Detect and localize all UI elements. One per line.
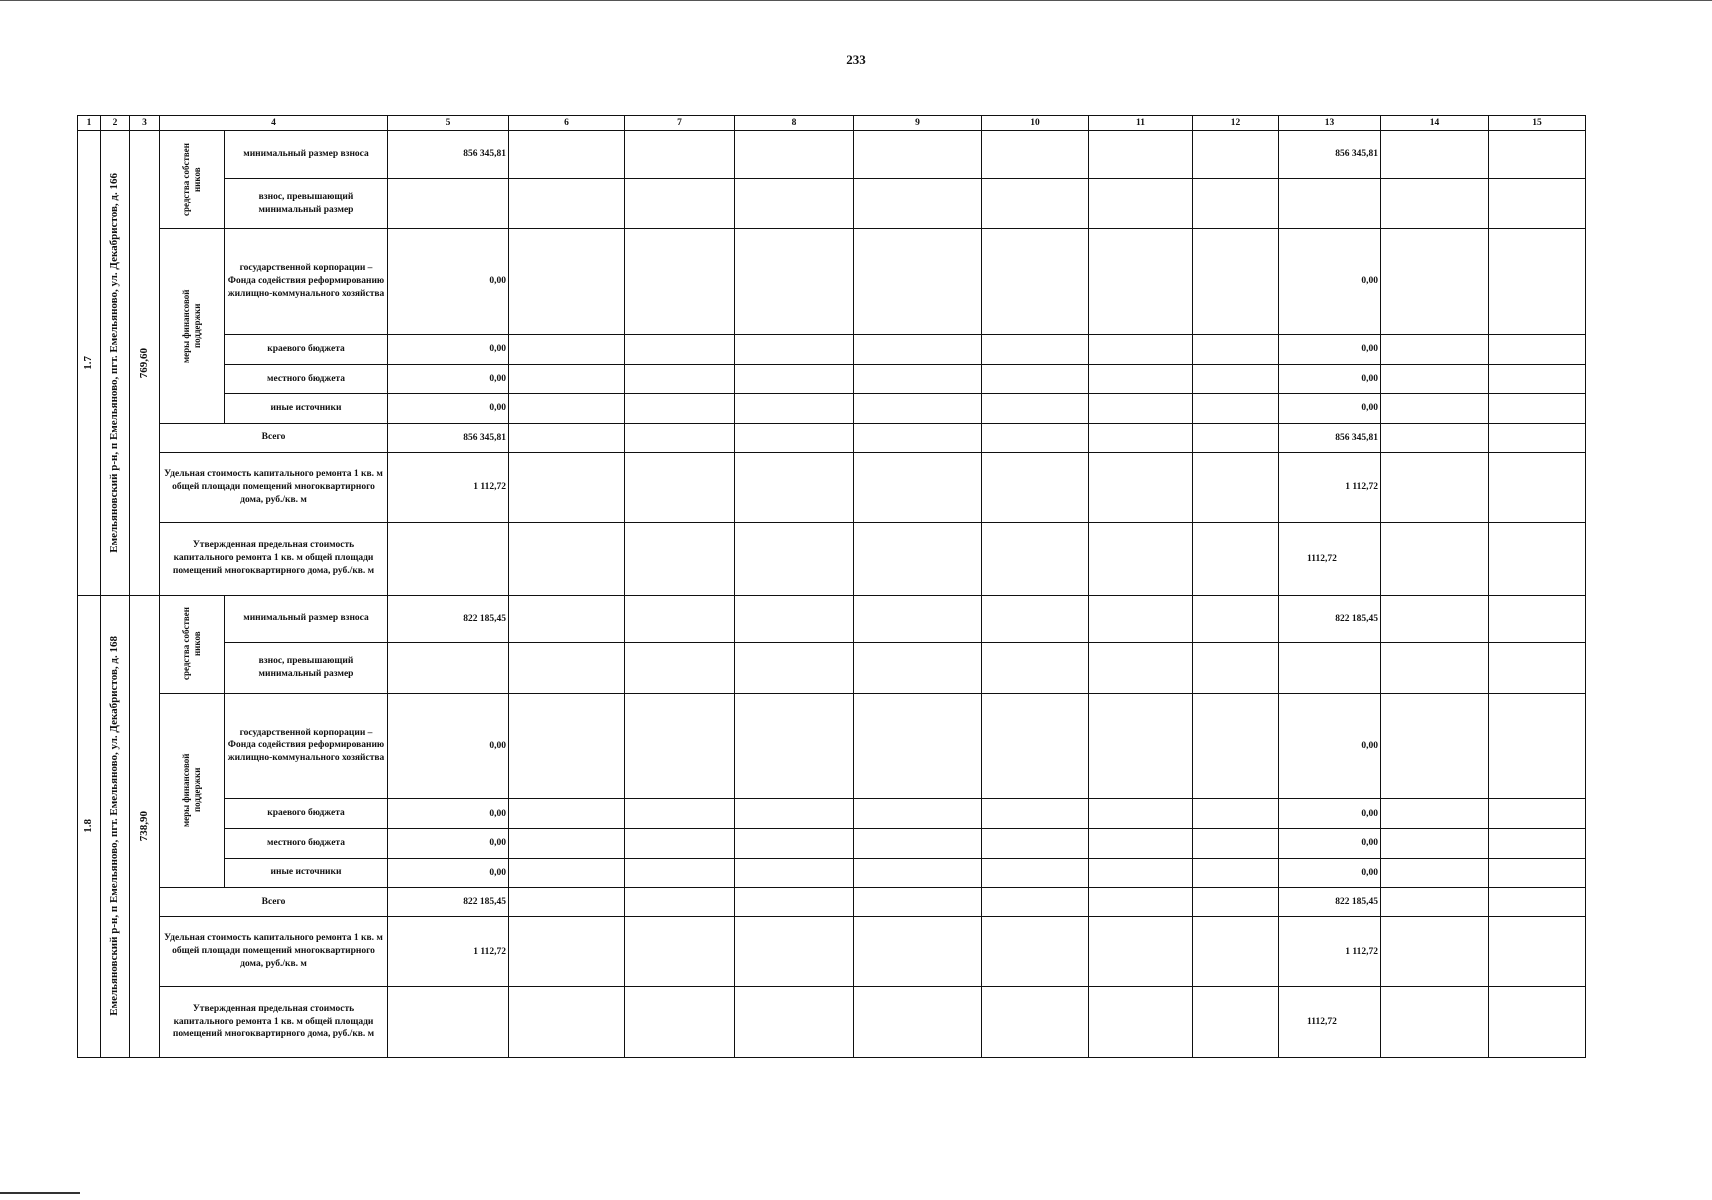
value-cell: 856 345,81 <box>1279 423 1381 452</box>
value-cell: 0,00 <box>1279 829 1381 858</box>
value-cell: 1112,72 <box>1279 986 1381 1057</box>
table-row <box>78 229 1586 334</box>
value-cell: 1 112,72 <box>388 452 509 522</box>
value-cell: 0,00 <box>1279 229 1381 334</box>
table-row <box>78 178 1586 229</box>
table-row <box>78 693 1586 798</box>
table-row <box>78 394 1586 423</box>
column-number-row <box>78 116 1586 131</box>
area-cell <box>130 131 160 595</box>
owner-funds-label: средства собствен ников <box>181 607 202 681</box>
table-row <box>78 887 1586 916</box>
value-cell: 0,00 <box>388 858 509 887</box>
address-cell <box>101 595 130 1058</box>
value-cell: 1 112,72 <box>388 917 509 987</box>
support-label: меры финансовой поддержки <box>181 289 202 363</box>
row-label: краевого бюджета <box>225 798 388 828</box>
value-cell: 0,00 <box>1279 394 1381 423</box>
area-cell <box>130 595 160 1058</box>
support-cell <box>160 693 225 887</box>
table-row <box>78 364 1586 393</box>
value-cell <box>388 178 509 229</box>
page-number: 233 <box>846 52 866 67</box>
value-cell: 0,00 <box>388 334 509 364</box>
value-cell: 0,00 <box>388 693 509 798</box>
owner-funds-cell <box>160 131 225 229</box>
address: Емельяновский р-н, п Емельяново, пгт. Емельяново, ул. Декабристов, д. 168 <box>108 636 121 1017</box>
row-label: государственной корпорации – Фонда содействия реформированию жилищно-коммунального хозяйства <box>225 229 388 334</box>
value-cell: 0,00 <box>1279 693 1381 798</box>
col-header: 12 <box>1193 116 1279 131</box>
col-header: 8 <box>735 116 854 131</box>
scan-corner-mark <box>0 1192 80 1194</box>
address-cell <box>101 131 130 595</box>
col-header: 1 <box>78 116 101 131</box>
value-cell: 856 345,81 <box>1279 131 1381 179</box>
table-row <box>78 798 1586 828</box>
value-cell: 1 112,72 <box>1279 452 1381 522</box>
value-cell: 822 185,45 <box>1279 595 1381 643</box>
value-cell: 0,00 <box>1279 858 1381 887</box>
value-cell: 822 185,45 <box>388 887 509 916</box>
group-index: 1.7 <box>82 355 95 370</box>
row-label: Всего <box>160 887 388 916</box>
group-index: 1.8 <box>82 819 95 834</box>
support-label: меры финансовой поддержки <box>181 753 202 827</box>
value-cell <box>388 986 509 1057</box>
support-cell <box>160 229 225 423</box>
value-cell: 856 345,81 <box>388 131 509 179</box>
value-cell <box>1279 643 1381 694</box>
col-header: 2 <box>101 116 130 131</box>
value-cell <box>1279 178 1381 229</box>
table-row <box>78 423 1586 452</box>
row-label: государственной корпорации – Фонда содействия реформированию жилищно-коммунального хозяйства <box>225 693 388 798</box>
col-header: 6 <box>509 116 625 131</box>
area: 738,90 <box>137 811 150 842</box>
value-cell: 0,00 <box>388 798 509 828</box>
row-label: минимальный размер взноса <box>225 595 388 643</box>
table-row <box>78 131 1586 179</box>
group-index-cell <box>78 131 101 595</box>
col-header: 5 <box>388 116 509 131</box>
row-label: Утвержденная предельная стоимость капитального ремонта 1 кв. м общей площади помещений многоквартирного дома, руб./кв. м <box>160 986 388 1057</box>
value-cell: 822 185,45 <box>388 595 509 643</box>
value-cell <box>388 643 509 694</box>
value-cell: 0,00 <box>1279 364 1381 393</box>
row-label: местного бюджета <box>225 829 388 858</box>
value-cell: 822 185,45 <box>1279 887 1381 916</box>
table-row <box>78 643 1586 694</box>
scan-top-edge <box>0 0 1712 1</box>
table-row <box>78 522 1586 595</box>
row-label: Утвержденная предельная стоимость капитального ремонта 1 кв. м общей площади помещений многоквартирного дома, руб./кв. м <box>160 522 388 595</box>
value-cell <box>388 522 509 595</box>
capital-repair-table <box>77 115 1586 1058</box>
table-row <box>78 986 1586 1057</box>
row-label: взнос, превышающий минимальный размер <box>225 643 388 694</box>
value-cell: 0,00 <box>388 829 509 858</box>
value-cell: 1112,72 <box>1279 522 1381 595</box>
value-cell: 0,00 <box>388 364 509 393</box>
row-label: Удельная стоимость капитального ремонта 1 кв. м общей площади помещений многоквартирного дома, руб./кв. м <box>160 452 388 522</box>
value-cell: 856 345,81 <box>388 423 509 452</box>
value-cell: 0,00 <box>388 394 509 423</box>
address: Емельяновский р-н, п Емельяново, пгт. Емельяново, ул. Декабристов, д. 166 <box>108 172 121 553</box>
value-cell: 1 112,72 <box>1279 917 1381 987</box>
col-header: 15 <box>1489 116 1586 131</box>
value-cell: 0,00 <box>1279 334 1381 364</box>
table-row <box>78 595 1586 643</box>
group-index-cell <box>78 595 101 1058</box>
row-label: краевого бюджета <box>225 334 388 364</box>
col-header: 3 <box>130 116 160 131</box>
table-row <box>78 858 1586 887</box>
row-label: иные источники <box>225 394 388 423</box>
row-label: местного бюджета <box>225 364 388 393</box>
table-row <box>78 334 1586 364</box>
table-row <box>78 452 1586 522</box>
value-cell: 0,00 <box>388 229 509 334</box>
table-row <box>78 917 1586 987</box>
row-label: взнос, превышающий минимальный размер <box>225 178 388 229</box>
col-header: 10 <box>982 116 1089 131</box>
table-row <box>78 829 1586 858</box>
col-header: 11 <box>1089 116 1193 131</box>
col-header: 4 <box>160 116 388 131</box>
row-label: Всего <box>160 423 388 452</box>
col-header: 9 <box>854 116 982 131</box>
value-cell: 0,00 <box>1279 798 1381 828</box>
row-label: Удельная стоимость капитального ремонта 1 кв. м общей площади помещений многоквартирного дома, руб./кв. м <box>160 917 388 987</box>
row-label: иные источники <box>225 858 388 887</box>
col-header: 13 <box>1279 116 1381 131</box>
owner-funds-cell <box>160 595 225 693</box>
col-header: 7 <box>625 116 735 131</box>
owner-funds-label: средства собствен ников <box>181 143 202 217</box>
area: 769,60 <box>137 347 150 378</box>
col-header: 14 <box>1381 116 1489 131</box>
row-label: минимальный размер взноса <box>225 131 388 179</box>
